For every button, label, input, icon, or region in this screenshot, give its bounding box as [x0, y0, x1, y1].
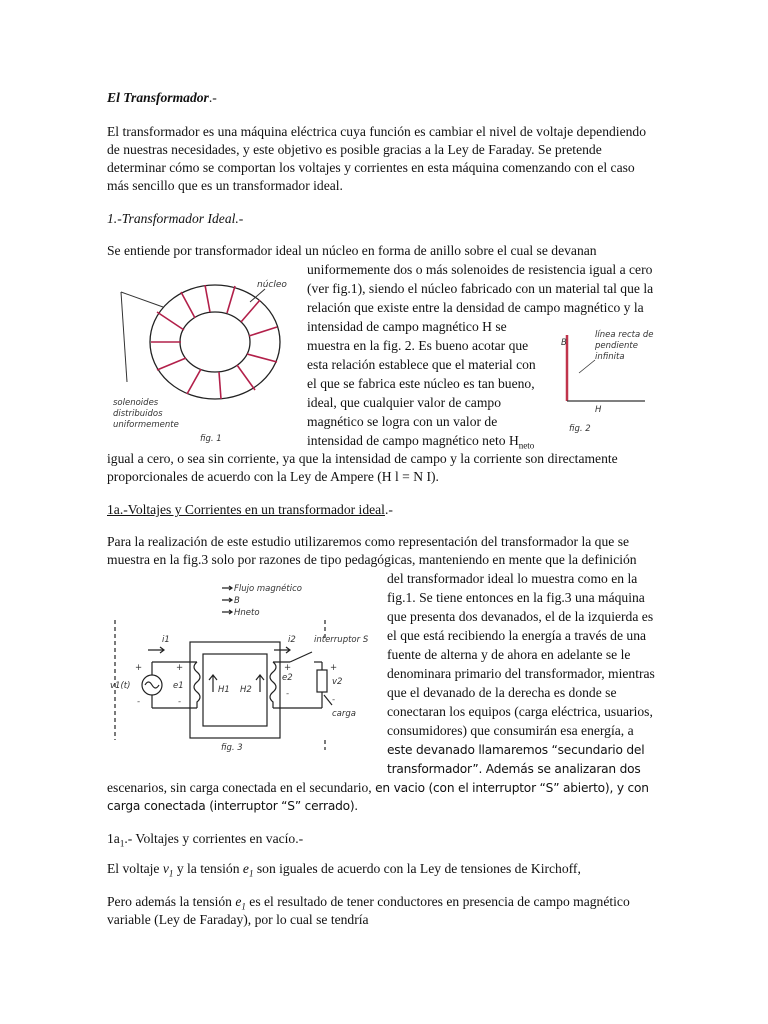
fig1-core-label: núcleo: [257, 280, 287, 290]
body-line: que presenta dos devanados, el de la izquierda es: [387, 609, 654, 624]
intro-line: más sencillo que es un transformador ideal.: [107, 178, 343, 193]
fig1-toroid-diagram: [105, 272, 295, 444]
fig3-circuit-diagram: [110, 580, 385, 754]
fig1-solenoid-label: distribuidos: [113, 409, 163, 419]
plus-sign: +: [284, 663, 292, 673]
body-line: del transformador ideal lo muestra como en la: [387, 571, 638, 586]
body-line: ideal, que cualquier valor de campo: [307, 395, 502, 410]
body-line: relación que existe entre la densidad de campo magnético y la: [307, 300, 644, 315]
body-line: Para la realización de este estudio utilizaremos como representación del transformador la que se: [107, 534, 630, 549]
fig1-solenoid-label: uniformemente: [113, 420, 179, 430]
fig2-h-label: H: [595, 405, 602, 415]
intro-line: de nuestras necesidades, y este objetivo es posible gracias a la Ley de Faraday. Se pretende: [107, 142, 602, 157]
minus-sign: -: [332, 695, 336, 705]
fig2-caption: fig. 2: [569, 424, 591, 434]
intro-line: determinar cómo se comportan los voltajes y corrientes en esta máquina comenzando con el caso: [107, 160, 635, 175]
body-line: este devanado llamaremos “secundario del: [387, 743, 645, 757]
body-line: fig.1. Se tiene entonces en la fig.3 una máquina: [387, 590, 645, 605]
solenoid-windings: [151, 285, 277, 399]
fig3-h1-label: H1: [218, 685, 230, 695]
body-line: escenarios, sin carga conectada en el secundario, en vacio (con el interruptor “S” abierto), y con: [107, 780, 649, 795]
minus-sign: -: [286, 689, 290, 699]
body-line: fuente de alterna y de ahora en adelante se le: [387, 647, 631, 662]
body-line: proporcionales de acuerdo con la Ley de Ampere (H l = N I).: [107, 469, 439, 484]
fig2-bh-diagram: [555, 325, 660, 435]
fig1-solenoid-label: solenoides: [113, 398, 159, 408]
minus-sign: -: [137, 697, 141, 707]
secondary-winding: [270, 662, 276, 708]
body-line: (ver fig.1), siendo el núcleo fabricado con un material tal que la: [307, 281, 654, 296]
body-line: intensidad de campo magnético neto $H_{neto}$: [307, 433, 535, 451]
fig2-note: línea recta de: [595, 330, 654, 340]
body-line: uniformemente dos o más solenoides de resistencia igual a cero: [307, 262, 653, 277]
body-line: muestra en la fig. 2. Es bueno acotar que: [307, 338, 529, 353]
fig3-hneto-label: Hneto: [234, 608, 260, 618]
body-line: intensidad de campo magnético H se: [307, 319, 507, 334]
body-line: el que se fabrica este núcleo es tan bueno,: [307, 376, 535, 391]
primary-winding: [194, 662, 200, 708]
body-line: esta relación establece que el material con: [307, 357, 536, 372]
fig3-i2-label: i2: [288, 635, 296, 645]
fig2-note: pendiente: [595, 341, 638, 351]
body-line: denominara primario del transformador, mientras: [387, 666, 655, 681]
fig3-i1-label: i1: [162, 635, 170, 645]
fig3-v2-label: v2: [332, 677, 343, 687]
body-line: transformador”. Además se analizaran dos: [387, 762, 641, 776]
body-line: igual a cero, o sea sin corriente, ya que la intensidad de campo y la corriente son directamente: [107, 451, 618, 466]
body-line: magnético se logra con un valor de: [307, 414, 498, 429]
fig1-caption: fig. 1: [200, 434, 222, 444]
plus-sign: +: [330, 663, 338, 673]
intro-line: El transformador es una máquina eléctrica cuya función es cambiar el nivel de voltaje dependiendo: [107, 124, 646, 139]
body-line-kirchoff: El voltaje $v_1$ y la tensión $e_1$ son iguales de acuerdo con la Ley de tensiones de Kirchoff,: [107, 861, 581, 879]
page-title: El Transformador.-: [107, 90, 217, 105]
fig3-e1-label: e1: [173, 681, 184, 691]
section-heading-1a: 1a.-Voltajes y Corrientes en un transformador ideal.-: [107, 502, 393, 517]
section-heading-1a1: $1a_1.-$ Voltajes y corrientes en vacío.-: [107, 831, 304, 849]
plus-sign: +: [135, 663, 143, 673]
body-line: consumidores) que consumirán esa energía, a: [387, 723, 634, 738]
fig2-b-label: B: [561, 338, 567, 348]
fig3-h2-label: H2: [240, 685, 252, 695]
fig3-e2-label: e2: [282, 673, 293, 683]
body-line: que el devanado de la derecha es donde se: [387, 685, 617, 700]
body-line: el que está recibiendo la energía a través de una: [387, 628, 647, 643]
fig3-b-label: B: [234, 596, 240, 606]
load-resistor: [317, 670, 327, 692]
body-line: muestra en la fig.3 solo por razones de tipo pedagógicas, manteniendo en mente que la definición: [107, 552, 637, 567]
fig2-note: infinita: [595, 352, 625, 362]
minus-sign: -: [178, 697, 182, 707]
switch-s: [290, 652, 312, 662]
body-line: Se entiende por transformador ideal un núcleo en forma de anillo sobre el cual se devanan: [107, 243, 597, 258]
body-line: carga conectada (interruptor “S” cerrado).: [107, 798, 358, 813]
fig3-flux-label: Flujo magnético: [234, 584, 302, 594]
fig3-load-label: carga: [332, 709, 356, 719]
body-line-faraday: Pero además la tensión $e_1$ es el resultado de tener conductores en presencia de campo magnético: [107, 894, 630, 912]
core-inner-ring: [180, 312, 250, 372]
plus-sign: +: [176, 663, 184, 673]
body-line: conectaran los equipos (carga eléctrica, usuarios,: [387, 704, 653, 719]
fig3-switch-label: interruptor S: [314, 635, 369, 645]
body-line: variable (Ley de Faraday), por lo cual se tendría: [107, 912, 369, 927]
fig3-caption: fig. 3: [221, 743, 243, 753]
section-heading-1: 1.-Transformador Ideal.-: [107, 211, 244, 226]
fig3-source-label: v1(t): [110, 681, 131, 691]
